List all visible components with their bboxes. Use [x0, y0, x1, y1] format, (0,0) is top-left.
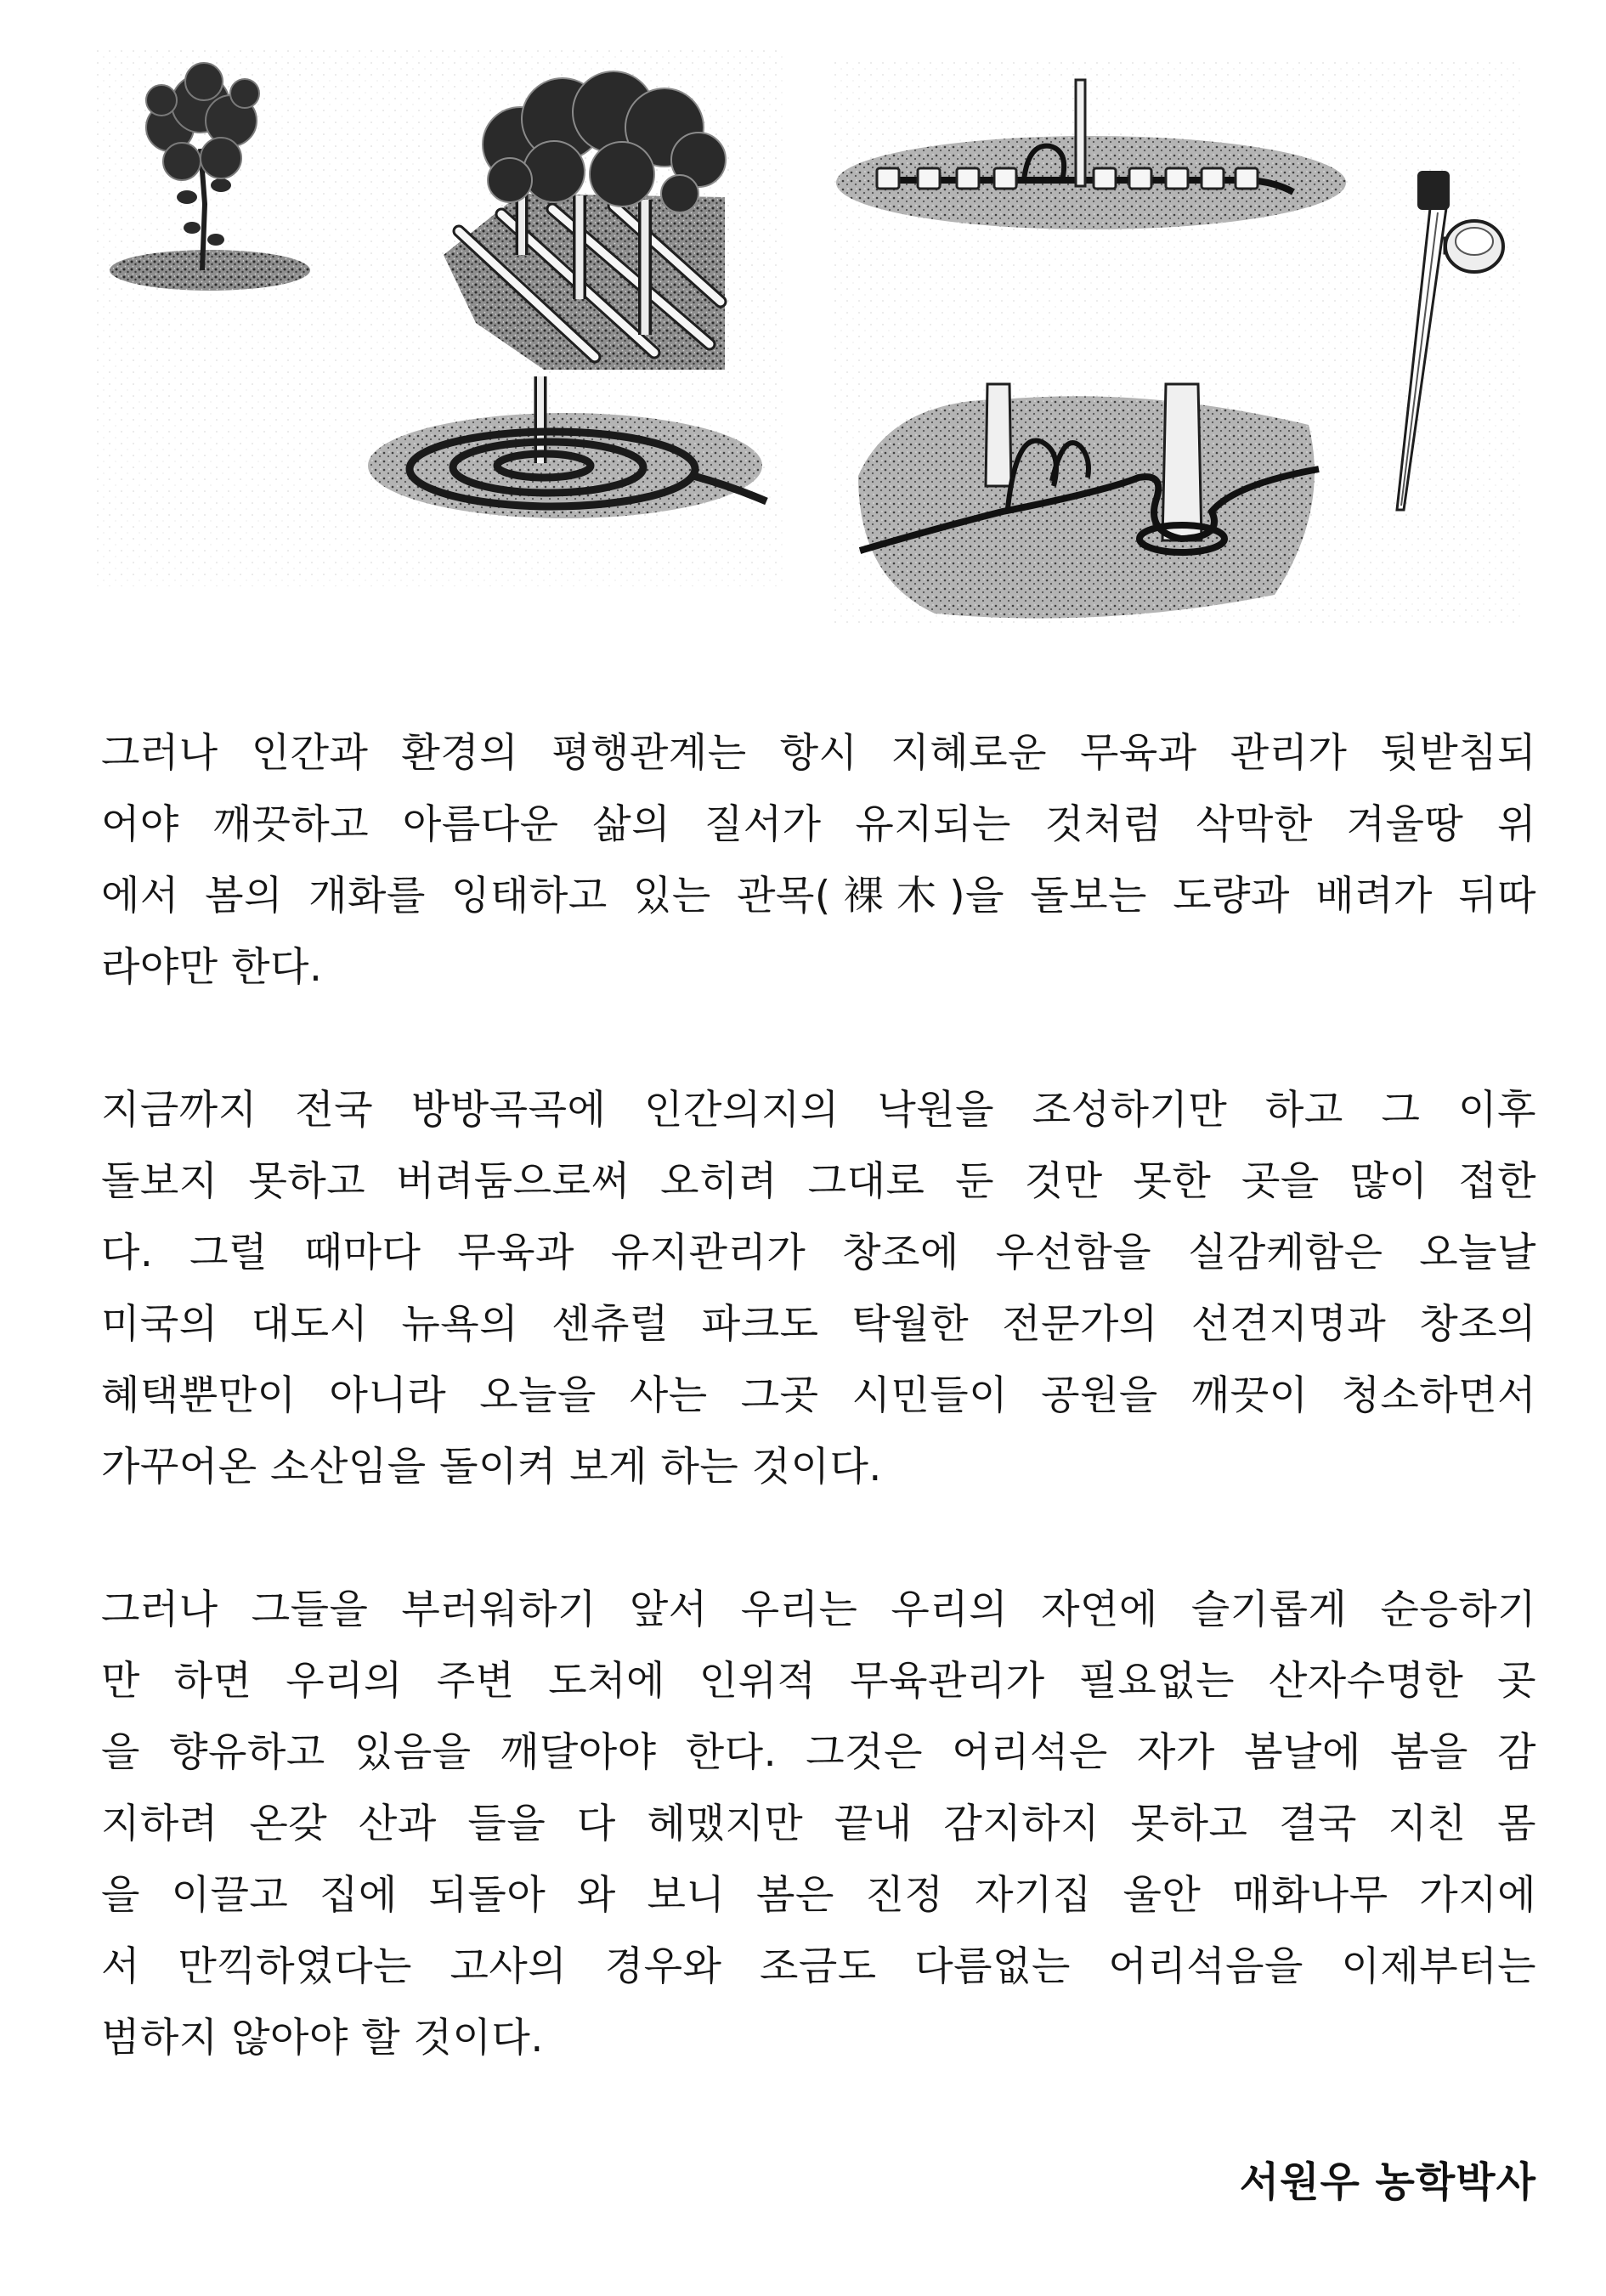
paragraph-line: 가꾸어온 소산임을 돌이켜 보게 하는 것이다.	[101, 1444, 882, 1490]
paragraph-line: 그러나 그들을 부러워하기 앞서 우리는 우리의 자연에 슬기롭게 순응하기	[101, 1586, 1536, 1633]
tensiometer-cap	[1417, 171, 1450, 210]
ground-patch	[858, 396, 1315, 618]
paragraph-line: 범하지 않아야 할 것이다.	[101, 2015, 544, 2061]
paragraph-line: 지금까지 전국 방방곡곡에 인간의지의 낙원을 조성하기만 하고 그 이후	[101, 1087, 1536, 1134]
paragraph-line: 을 향유하고 있음을 깨달아야 한다. 그것은 어리석은 자가 봄날에 봄을 감	[101, 1729, 1536, 1776]
illustration-collage	[0, 0, 1606, 646]
tree-trunk-right	[1162, 384, 1202, 540]
tree-trunk-left	[986, 384, 1011, 486]
paragraph-line: 다. 그럴 때마다 무육과 유지관리가 창조에 우선함을 실감케함은 오늘날	[101, 1230, 1536, 1276]
paragraph-2	[101, 1075, 1536, 1503]
paragraph-line: 지하려 온갖 산과 들을 다 헤맸지만 끝내 감지하지 못하고 결국 지친 몸	[101, 1801, 1536, 1847]
paragraph-line: 을 이끌고 집에 되돌아 와 보니 봄은 진정 자기집 울안 매화나무 가지에	[101, 1872, 1536, 1919]
paragraph-line: 라야만 한다.	[101, 944, 323, 991]
paragraph-line: 서 만끽하였다는 고사의 경우와 조금도 다름없는 어리석음을 이제부터는	[101, 1943, 1536, 1990]
paragraph-line: 그러나 인간과 환경의 평행관계는 항시 지혜로운 무육과 관리가 뒷받침되	[101, 730, 1536, 777]
paragraph-line: 어야 깨끗하고 아름다운 삶의 질서가 유지되는 것처럼 삭막한 겨울땅 위	[101, 801, 1536, 848]
paragraph-line: 미국의 대도시 뉴욕의 센츄럴 파크도 탁월한 전문가의 선견지명과 창조의	[101, 1301, 1536, 1348]
paragraph-1	[101, 718, 1536, 1004]
stake	[1076, 80, 1085, 186]
ground-mound	[110, 250, 310, 291]
tree-trunks-hose-illustration	[858, 384, 1319, 619]
paragraph-line: 만 하면 우리의 주변 도처에 인위적 무육관리가 필요없는 산자수명한 곳	[101, 1658, 1536, 1705]
paragraph-line: 혜택뿐만이 아니라 오늘을 사는 그곳 시민들이 공원을 깨끗이 청소하면서	[101, 1372, 1536, 1419]
paragraph-3	[101, 1575, 1536, 2074]
paragraph-line: 돌보지 못하고 버려둠으로써 오히려 그대로 둔 것만 못한 곳을 많이 접한	[101, 1158, 1536, 1205]
paragraph-line: 에서 봄의 개화를 잉태하고 있는 관목(裸木)을 돌보는 도량과 배려가 뒤따	[101, 873, 1536, 919]
author-signature: 서원우 농학박사	[1239, 2158, 1536, 2206]
article-body	[101, 718, 1536, 2146]
